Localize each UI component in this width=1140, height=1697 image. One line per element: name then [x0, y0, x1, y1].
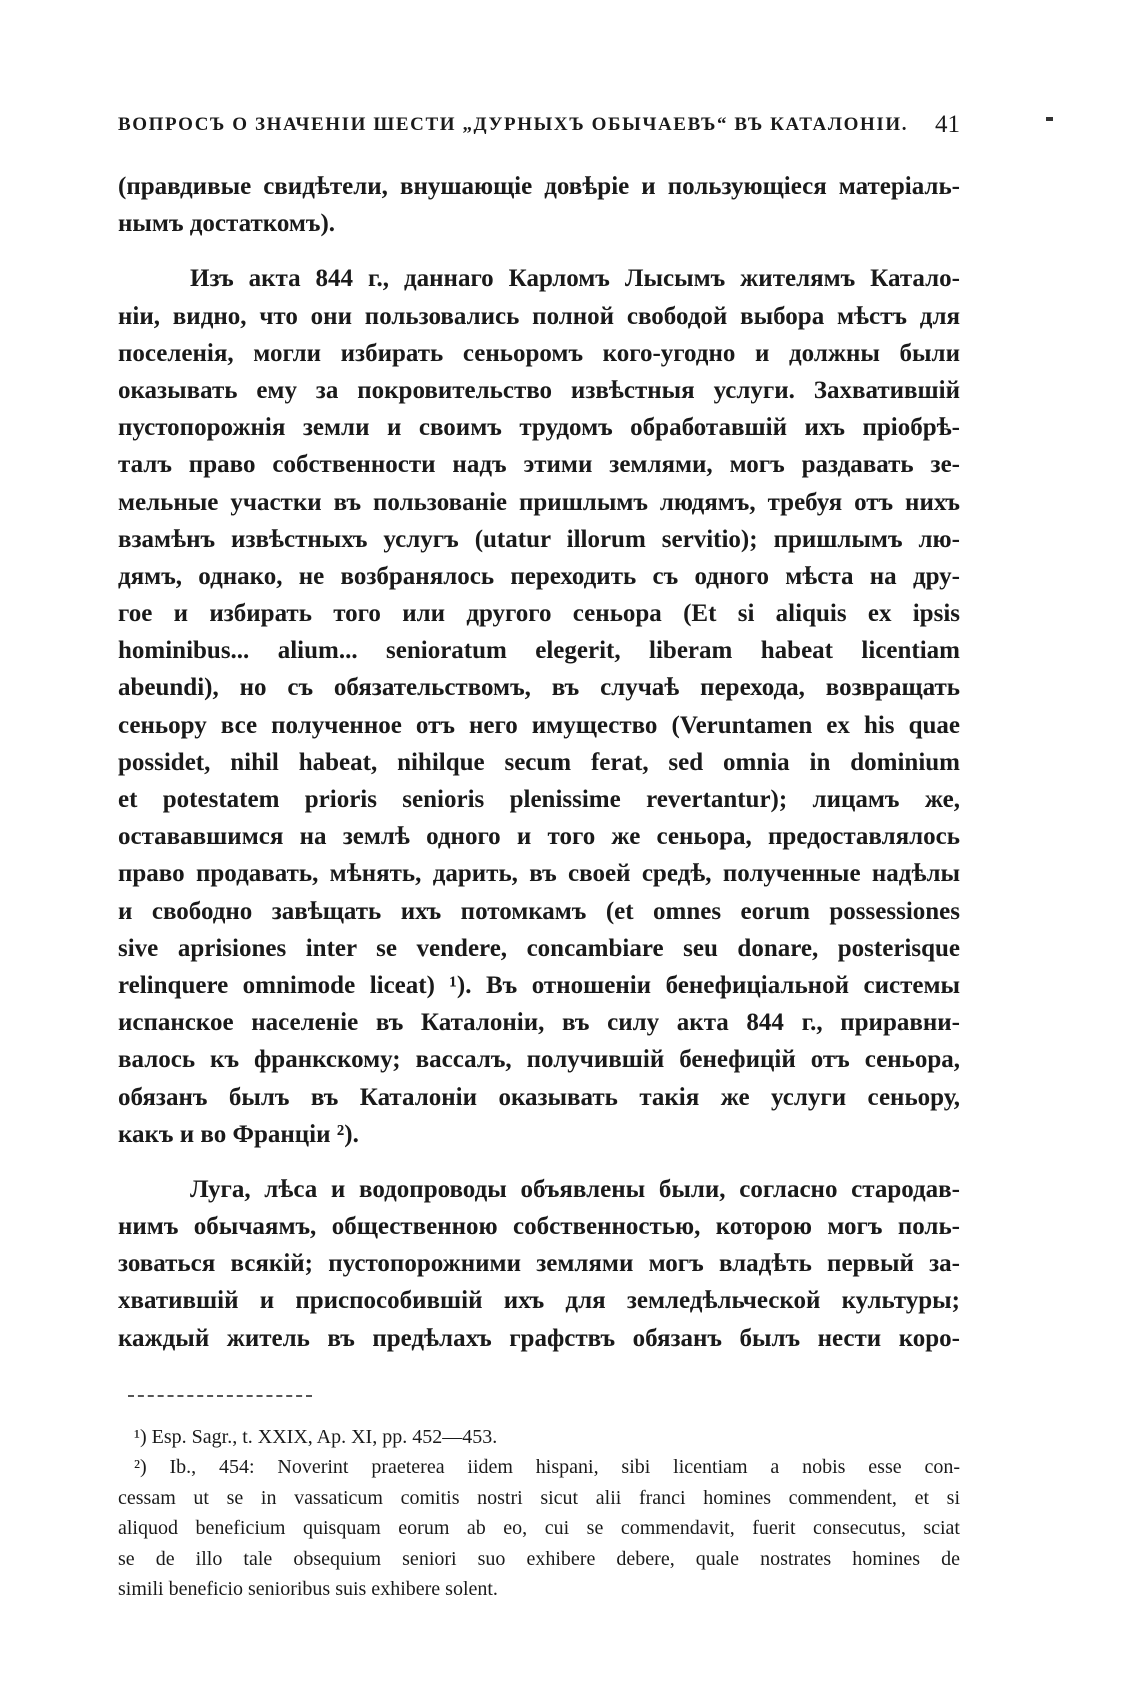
text-line: abeundi), но съ обязательствомъ, въ случаѣ перехода, возвращать	[118, 674, 960, 702]
text-line: sive aprisiones inter se vendere, concambiare seu donare, posterisque	[118, 934, 960, 962]
footnote-line: ¹) Esp. Sagr., t. XXIX, Ap. XI, pp. 452—453.	[134, 1426, 498, 1448]
text-line: relinquere omnimode liceat) ¹). Въ отношеніи бенефиціальной системы	[118, 971, 960, 999]
text-line: ніи, видно, что они пользовались полной свободой выбора мѣстъ для	[118, 302, 960, 330]
text-line: остававшимся на землѣ одного и того же сеньора, предоставлялось	[118, 823, 960, 851]
running-title: ВОПРОСЪ О ЗНАЧЕНІИ ШЕСТИ „ДУРНЫХЪ ОБЫЧАЕВЪ“ ВЪ КАТАЛОНІИ.	[118, 114, 909, 135]
text-line: валось къ франкскому; вассалъ, получившій бенефицій отъ сеньора,	[118, 1046, 960, 1074]
text-line: possidet, nihil habeat, nihilque secum ferat, sed omnia in dominium	[118, 748, 960, 776]
footnote-line: ²) Ib., 454: Noverint praeterea iidem hispani, sibi licentiam a nobis esse con-	[134, 1456, 960, 1479]
text-line: хватившій и приспособившій ихъ для земледѣльческой культуры;	[118, 1287, 960, 1315]
text-line: нимъ обычаямъ, общественною собственностью, которою могъ поль-	[118, 1213, 960, 1241]
text-line: зоваться всякій; пустопорожними землями могъ владѣть первый за-	[118, 1250, 960, 1278]
text-line: оказывать ему за покровительство извѣстныя услуги. Захватившій	[118, 376, 960, 404]
text-line: Луга, лѣса и водопроводы объявлены были, согласно стародав-	[190, 1175, 960, 1203]
text-line: какъ и во Франціи ²).	[118, 1120, 359, 1148]
main-text	[118, 168, 960, 1357]
page-header	[118, 108, 960, 142]
margin-mark	[1046, 117, 1053, 121]
text-line: и свободно завѣщать ихъ потомкамъ (et omnes eorum possessiones	[118, 897, 960, 925]
text-line: право продавать, мѣнять, дарить, въ своей средѣ, полученные надѣлы	[118, 860, 960, 888]
text-line: талъ право собственности надъ этими землями, могъ раздавать зе-	[118, 451, 960, 479]
footnote-line: cessam ut se in vassaticum comitis nostri sicut alii franci homines commendent, et si	[118, 1486, 960, 1509]
text-line: взамѣнъ извѣстныхъ услугъ (utatur illorum servitio); пришлымъ лю-	[118, 525, 960, 553]
text-line: hominibus... alium... senioratum elegerit, liberam habeat licentiam	[118, 637, 960, 665]
text-line: поселенія, могли избирать сеньоромъ кого-угодно и должны были	[118, 339, 960, 367]
text-line: сеньору все полученное отъ него имущество (Veruntamen ex his quae	[118, 711, 960, 739]
footnote-line: simili beneficio senioribus suis exhibere solent.	[118, 1577, 498, 1600]
footnote-line: se de illo tale obsequium seniori suo exhibere debere, quale nostrates homines de	[118, 1547, 960, 1570]
footnote-line: aliquod beneficium quisquam eorum ab eo, cui se commendavit, fuerit consecutus, sciat	[118, 1517, 960, 1540]
text-line: Изъ акта 844 г., даннаго Карломъ Лысымъ жителямъ Катало-	[190, 265, 960, 293]
footnote-separator	[128, 1395, 312, 1397]
text-line: et potestatem prioris senioris plenissime revertantur); лицамъ же,	[118, 786, 960, 813]
text-line: (правдивые свидѣтели, внушающіе довѣріе и пользующіеся матеріаль-	[118, 173, 960, 200]
text-line: нымъ достаткомъ).	[118, 210, 336, 238]
footnotes	[118, 1422, 960, 1604]
text-line: мельные участки въ пользованіе пришлымъ людямъ, требуя отъ нихъ	[118, 488, 960, 516]
text-line: испанское населеніе въ Каталоніи, въ силу акта 844 г., приравни-	[118, 1009, 960, 1037]
text-line: каждый житель въ предѣлахъ графствъ обязанъ былъ нести коро-	[118, 1324, 960, 1352]
text-line: пустопорожнія земли и своимъ трудомъ обработавшій ихъ пріобрѣ-	[118, 414, 960, 442]
text-line: дямъ, однако, не возбранялось переходить съ одного мѣста на дру-	[118, 562, 960, 590]
text-line: обязанъ былъ въ Каталоніи оказывать такія же услуги сеньору,	[118, 1083, 960, 1111]
text-line: гое и избирать того или другого сеньора (Et si aliquis ex ipsis	[118, 600, 960, 628]
page-number: 41	[935, 111, 960, 138]
